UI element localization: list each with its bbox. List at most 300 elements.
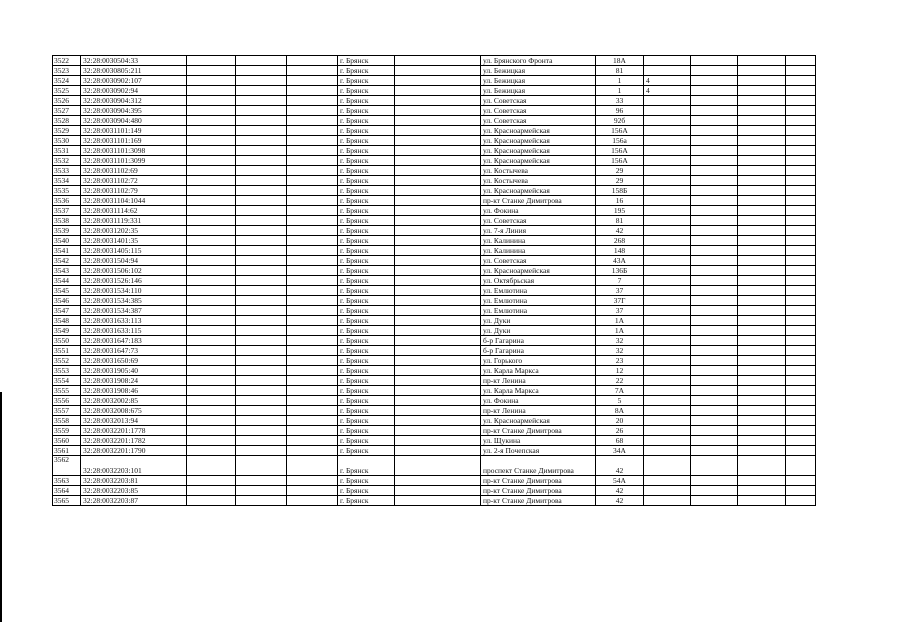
house-number-cell: 81 — [596, 66, 644, 76]
col-5-cell — [287, 136, 338, 146]
city-cell: г. Брянск — [338, 216, 395, 226]
col-7-cell — [395, 346, 481, 356]
col-12-cell — [738, 486, 786, 496]
table-row — [53, 66, 816, 76]
city-cell: г. Брянск — [338, 236, 395, 246]
col-13-cell — [786, 286, 816, 296]
col-3-cell — [187, 486, 236, 496]
col-7-cell — [395, 286, 481, 296]
table-row — [53, 106, 816, 116]
col-5-cell — [287, 276, 338, 286]
col-12-cell — [738, 496, 786, 506]
table-row — [53, 416, 816, 426]
city-cell: г. Брянск — [338, 416, 395, 426]
col-12-cell — [738, 96, 786, 106]
col-13-cell — [786, 246, 816, 256]
cadastral-number-cell: 32:28:0031534:385 — [81, 296, 187, 306]
cadastral-number-cell: 32:28:0032201:1782 — [81, 436, 187, 446]
col-12-cell — [738, 136, 786, 146]
col-7-cell — [395, 386, 481, 396]
building-number-cell — [644, 406, 691, 416]
col-3-cell — [187, 146, 236, 156]
col-4-cell — [236, 56, 287, 66]
col-4-cell — [236, 66, 287, 76]
col-5-cell — [287, 426, 338, 436]
col-13-cell — [786, 166, 816, 176]
col-3-cell — [187, 266, 236, 276]
city-cell: г. Брянск — [338, 276, 395, 286]
street-cell: ул. Карла Маркса — [481, 386, 596, 396]
city-cell: г. Брянск — [338, 326, 395, 336]
col-5-cell — [287, 456, 338, 476]
row-number-cell: 3542 — [53, 256, 81, 266]
col-13-cell — [786, 436, 816, 446]
house-number-cell: 81 — [596, 216, 644, 226]
building-number-cell — [644, 386, 691, 396]
col-5-cell — [287, 176, 338, 186]
col-13-cell — [786, 226, 816, 236]
col-13-cell — [786, 326, 816, 336]
cadastral-number-cell: 32:28:0031405:115 — [81, 246, 187, 256]
cadastral-number-cell: 32:28:0031534:110 — [81, 286, 187, 296]
row-number-cell: 3522 — [53, 56, 81, 66]
house-number-cell: 195 — [596, 206, 644, 216]
col-4-cell — [236, 176, 287, 186]
col-12-cell — [738, 346, 786, 356]
col-5-cell — [287, 316, 338, 326]
table-row — [53, 126, 816, 136]
col-3-cell — [187, 206, 236, 216]
cadastral-number-cell: 32:28:0031905:40 — [81, 366, 187, 376]
street-cell: ул. Калинина — [481, 236, 596, 246]
col-4-cell — [236, 276, 287, 286]
col-7-cell — [395, 186, 481, 196]
cadastral-number-cell: 32:28:0032203:101 — [81, 456, 187, 476]
col-3-cell — [187, 226, 236, 236]
table-row — [53, 76, 816, 86]
street-cell: пр-кт Ленина — [481, 376, 596, 386]
col-4-cell — [236, 246, 287, 256]
table-row — [53, 226, 816, 236]
col-4-cell — [236, 316, 287, 326]
street-cell: проспект Станке Димитрова — [481, 456, 596, 476]
col-13-cell — [786, 126, 816, 136]
col-5-cell — [287, 486, 338, 496]
col-7-cell — [395, 146, 481, 156]
building-number-cell — [644, 276, 691, 286]
street-cell: ул. Дуки — [481, 316, 596, 326]
col-12-cell — [738, 426, 786, 436]
cadastral-number-cell: 32:28:0030904:312 — [81, 96, 187, 106]
col-11-cell — [691, 166, 738, 176]
col-3-cell — [187, 296, 236, 306]
col-7-cell — [395, 106, 481, 116]
col-13-cell — [786, 146, 816, 156]
col-13-cell — [786, 306, 816, 316]
table-row — [53, 356, 816, 366]
row-number-cell: 3523 — [53, 66, 81, 76]
street-cell: ул. Красноармейская — [481, 186, 596, 196]
col-3-cell — [187, 196, 236, 206]
city-cell: г. Брянск — [338, 56, 395, 66]
col-12-cell — [738, 216, 786, 226]
col-12-cell — [738, 56, 786, 66]
building-number-cell — [644, 156, 691, 166]
building-number-cell — [644, 436, 691, 446]
cadastral-number-cell: 32:28:0030805:211 — [81, 66, 187, 76]
building-number-cell — [644, 256, 691, 266]
col-7-cell — [395, 276, 481, 286]
city-cell: г. Брянск — [338, 136, 395, 146]
col-11-cell — [691, 486, 738, 496]
col-11-cell — [691, 246, 738, 256]
cadastral-number-cell: 32:28:0031119:331 — [81, 216, 187, 226]
col-4-cell — [236, 306, 287, 316]
city-cell: г. Брянск — [338, 426, 395, 436]
col-4-cell — [236, 236, 287, 246]
city-cell: г. Брянск — [338, 476, 395, 486]
col-12-cell — [738, 226, 786, 236]
city-cell: г. Брянск — [338, 96, 395, 106]
building-number-cell — [644, 286, 691, 296]
table-row — [53, 296, 816, 306]
building-number-cell — [644, 496, 691, 506]
col-7-cell — [395, 86, 481, 96]
cadastral-number-cell: 32:28:0031526:146 — [81, 276, 187, 286]
building-number-cell — [644, 336, 691, 346]
street-cell: ул. Советская — [481, 216, 596, 226]
col-11-cell — [691, 456, 738, 476]
table-row — [53, 246, 816, 256]
col-12-cell — [738, 156, 786, 166]
cadastral-number-cell: 32:28:0031650:69 — [81, 356, 187, 366]
house-number-cell: 16 — [596, 196, 644, 206]
col-11-cell — [691, 276, 738, 286]
col-12-cell — [738, 386, 786, 396]
col-3-cell — [187, 416, 236, 426]
row-number-cell: 3526 — [53, 96, 81, 106]
col-5-cell — [287, 106, 338, 116]
table-row — [53, 496, 816, 506]
col-11-cell — [691, 476, 738, 486]
table-row — [53, 286, 816, 296]
street-cell: ул. Калинина — [481, 246, 596, 256]
street-cell: ул. Советская — [481, 256, 596, 266]
col-11-cell — [691, 216, 738, 226]
col-11-cell — [691, 366, 738, 376]
city-cell: г. Брянск — [338, 396, 395, 406]
building-number-cell — [644, 96, 691, 106]
table-row — [53, 266, 816, 276]
building-number-cell — [644, 376, 691, 386]
street-cell: пр-кт Станке Димитрова — [481, 196, 596, 206]
row-number-cell: 3554 — [53, 376, 81, 386]
col-13-cell — [786, 106, 816, 116]
page-edge-mark — [0, 392, 2, 622]
table-row — [53, 366, 816, 376]
city-cell: г. Брянск — [338, 176, 395, 186]
cadastral-number-cell: 32:28:0031534:387 — [81, 306, 187, 316]
col-13-cell — [786, 486, 816, 496]
col-3-cell — [187, 446, 236, 456]
house-number-cell: 20 — [596, 416, 644, 426]
city-cell: г. Брянск — [338, 266, 395, 276]
col-3-cell — [187, 456, 236, 476]
city-cell: г. Брянск — [338, 456, 395, 476]
col-12-cell — [738, 316, 786, 326]
table-row — [53, 96, 816, 106]
row-number-cell: 3565 — [53, 496, 81, 506]
row-number-cell: 3528 — [53, 116, 81, 126]
col-5-cell — [287, 76, 338, 86]
col-5-cell — [287, 396, 338, 406]
col-12-cell — [738, 236, 786, 246]
col-12-cell — [738, 376, 786, 386]
col-5-cell — [287, 446, 338, 456]
col-12-cell — [738, 166, 786, 176]
table-row — [53, 276, 816, 286]
city-cell: г. Брянск — [338, 196, 395, 206]
col-4-cell — [236, 446, 287, 456]
col-7-cell — [395, 76, 481, 86]
col-12-cell — [738, 126, 786, 136]
city-cell: г. Брянск — [338, 66, 395, 76]
col-11-cell — [691, 186, 738, 196]
col-13-cell — [786, 136, 816, 146]
col-3-cell — [187, 386, 236, 396]
cadastral-number-cell: 32:28:0032203:81 — [81, 476, 187, 486]
house-number-cell: 37Г — [596, 296, 644, 306]
col-12-cell — [738, 256, 786, 266]
cadastral-number-cell: 32:28:0030504:33 — [81, 56, 187, 66]
col-13-cell — [786, 476, 816, 486]
row-number-cell: 3530 — [53, 136, 81, 146]
col-4-cell — [236, 336, 287, 346]
house-number-cell: 34А — [596, 446, 644, 456]
city-cell: г. Брянск — [338, 496, 395, 506]
col-3-cell — [187, 106, 236, 116]
col-4-cell — [236, 226, 287, 236]
city-cell: г. Брянск — [338, 446, 395, 456]
row-number-cell: 3525 — [53, 86, 81, 96]
house-number-cell: 1А — [596, 316, 644, 326]
col-12-cell — [738, 246, 786, 256]
row-number-cell: 3564 — [53, 486, 81, 496]
col-13-cell — [786, 216, 816, 226]
col-5-cell — [287, 66, 338, 76]
house-number-cell: 96 — [596, 106, 644, 116]
col-4-cell — [236, 456, 287, 476]
col-13-cell — [786, 386, 816, 396]
col-3-cell — [187, 186, 236, 196]
table-row — [53, 326, 816, 336]
col-7-cell — [395, 356, 481, 366]
col-3-cell — [187, 346, 236, 356]
col-12-cell — [738, 196, 786, 206]
house-number-cell: 32 — [596, 336, 644, 346]
col-13-cell — [786, 496, 816, 506]
col-11-cell — [691, 376, 738, 386]
col-7-cell — [395, 426, 481, 436]
col-5-cell — [287, 296, 338, 306]
table-row — [53, 456, 816, 476]
cadastral-number-cell: 32:28:0031633:115 — [81, 326, 187, 336]
city-cell: г. Брянск — [338, 226, 395, 236]
row-number-cell: 3552 — [53, 356, 81, 366]
col-12-cell — [738, 396, 786, 406]
house-number-cell: 18А — [596, 56, 644, 66]
table-row — [53, 376, 816, 386]
row-number-cell: 3562 — [53, 456, 81, 476]
col-4-cell — [236, 396, 287, 406]
col-5-cell — [287, 86, 338, 96]
col-4-cell — [236, 416, 287, 426]
row-number-cell: 3561 — [53, 446, 81, 456]
city-cell: г. Брянск — [338, 296, 395, 306]
col-12-cell — [738, 296, 786, 306]
col-7-cell — [395, 126, 481, 136]
col-3-cell — [187, 56, 236, 66]
cadastral-number-cell: 32:28:0032002:85 — [81, 396, 187, 406]
street-cell: ул. Бежицкая — [481, 76, 596, 86]
col-3-cell — [187, 236, 236, 246]
row-number-cell: 3527 — [53, 106, 81, 116]
cadastral-number-cell: 32:28:0031633:113 — [81, 316, 187, 326]
col-13-cell — [786, 206, 816, 216]
col-4-cell — [236, 426, 287, 436]
col-5-cell — [287, 376, 338, 386]
row-number-cell: 3524 — [53, 76, 81, 86]
col-12-cell — [738, 476, 786, 486]
col-3-cell — [187, 306, 236, 316]
building-number-cell — [644, 486, 691, 496]
col-4-cell — [236, 476, 287, 486]
building-number-cell — [644, 136, 691, 146]
col-5-cell — [287, 196, 338, 206]
street-cell: ул. Красноармейская — [481, 266, 596, 276]
col-13-cell — [786, 356, 816, 366]
col-12-cell — [738, 366, 786, 376]
col-5-cell — [287, 116, 338, 126]
col-3-cell — [187, 66, 236, 76]
col-7-cell — [395, 376, 481, 386]
col-5-cell — [287, 366, 338, 376]
col-5-cell — [287, 96, 338, 106]
house-number-cell: 22 — [596, 376, 644, 386]
house-number-cell: 158Б — [596, 186, 644, 196]
col-4-cell — [236, 256, 287, 266]
col-3-cell — [187, 276, 236, 286]
house-number-cell: 12 — [596, 366, 644, 376]
house-number-cell: 32 — [596, 346, 644, 356]
building-number-cell — [644, 326, 691, 336]
col-12-cell — [738, 276, 786, 286]
col-11-cell — [691, 136, 738, 146]
street-cell: ул. Фокина — [481, 206, 596, 216]
col-11-cell — [691, 386, 738, 396]
cadastral-number-cell: 32:28:0032203:85 — [81, 486, 187, 496]
col-3-cell — [187, 166, 236, 176]
col-3-cell — [187, 136, 236, 146]
col-12-cell — [738, 306, 786, 316]
col-3-cell — [187, 316, 236, 326]
building-number-cell — [644, 196, 691, 206]
street-cell: ул. Емлютина — [481, 296, 596, 306]
col-7-cell — [395, 136, 481, 146]
col-3-cell — [187, 356, 236, 366]
street-cell: ул. Фокина — [481, 396, 596, 406]
col-7-cell — [395, 116, 481, 126]
col-4-cell — [236, 366, 287, 376]
col-5-cell — [287, 346, 338, 356]
col-13-cell — [786, 296, 816, 306]
street-cell: ул. Советская — [481, 106, 596, 116]
col-4-cell — [236, 166, 287, 176]
cadastral-number-cell: 32:28:0030904:395 — [81, 106, 187, 116]
col-13-cell — [786, 406, 816, 416]
cadastral-number-cell: 32:28:0031647:73 — [81, 346, 187, 356]
col-7-cell — [395, 66, 481, 76]
col-5-cell — [287, 206, 338, 216]
row-number-cell: 3534 — [53, 176, 81, 186]
building-number-cell — [644, 56, 691, 66]
city-cell: г. Брянск — [338, 76, 395, 86]
row-number-cell: 3545 — [53, 286, 81, 296]
col-12-cell — [738, 106, 786, 116]
col-7-cell — [395, 166, 481, 176]
col-11-cell — [691, 446, 738, 456]
building-number-cell — [644, 446, 691, 456]
table-row — [53, 176, 816, 186]
col-4-cell — [236, 196, 287, 206]
cadastral-number-cell: 32:28:0031908:24 — [81, 376, 187, 386]
col-11-cell — [691, 396, 738, 406]
col-4-cell — [236, 96, 287, 106]
cadastral-number-cell: 32:28:0031102:69 — [81, 166, 187, 176]
city-cell: г. Брянск — [338, 166, 395, 176]
house-number-cell: 1А — [596, 326, 644, 336]
col-3-cell — [187, 436, 236, 446]
street-cell: б-р Гагарина — [481, 346, 596, 356]
house-number-cell: 156А — [596, 156, 644, 166]
cadastral-number-cell: 32:28:0032008:675 — [81, 406, 187, 416]
building-number-cell: 4 — [644, 86, 691, 96]
house-number-cell: 42 — [596, 486, 644, 496]
col-3-cell — [187, 496, 236, 506]
row-number-cell: 3544 — [53, 276, 81, 286]
cadastral-number-cell: 32:28:0031102:72 — [81, 176, 187, 186]
col-7-cell — [395, 266, 481, 276]
col-7-cell — [395, 246, 481, 256]
col-3-cell — [187, 406, 236, 416]
col-12-cell — [738, 456, 786, 476]
street-cell: ул. Бежицкая — [481, 66, 596, 76]
row-number-cell: 3557 — [53, 406, 81, 416]
city-cell: г. Брянск — [338, 286, 395, 296]
col-4-cell — [236, 496, 287, 506]
col-4-cell — [236, 326, 287, 336]
row-number-cell: 3551 — [53, 346, 81, 356]
street-cell: ул. Емлютина — [481, 306, 596, 316]
house-number-cell: 26 — [596, 426, 644, 436]
cadastral-number-cell: 32:28:0031504:94 — [81, 256, 187, 266]
street-cell: ул. Брянского Фронта — [481, 56, 596, 66]
table-row — [53, 486, 816, 496]
city-cell: г. Брянск — [338, 336, 395, 346]
col-12-cell — [738, 186, 786, 196]
house-number-cell: 156а — [596, 136, 644, 146]
city-cell: г. Брянск — [338, 316, 395, 326]
